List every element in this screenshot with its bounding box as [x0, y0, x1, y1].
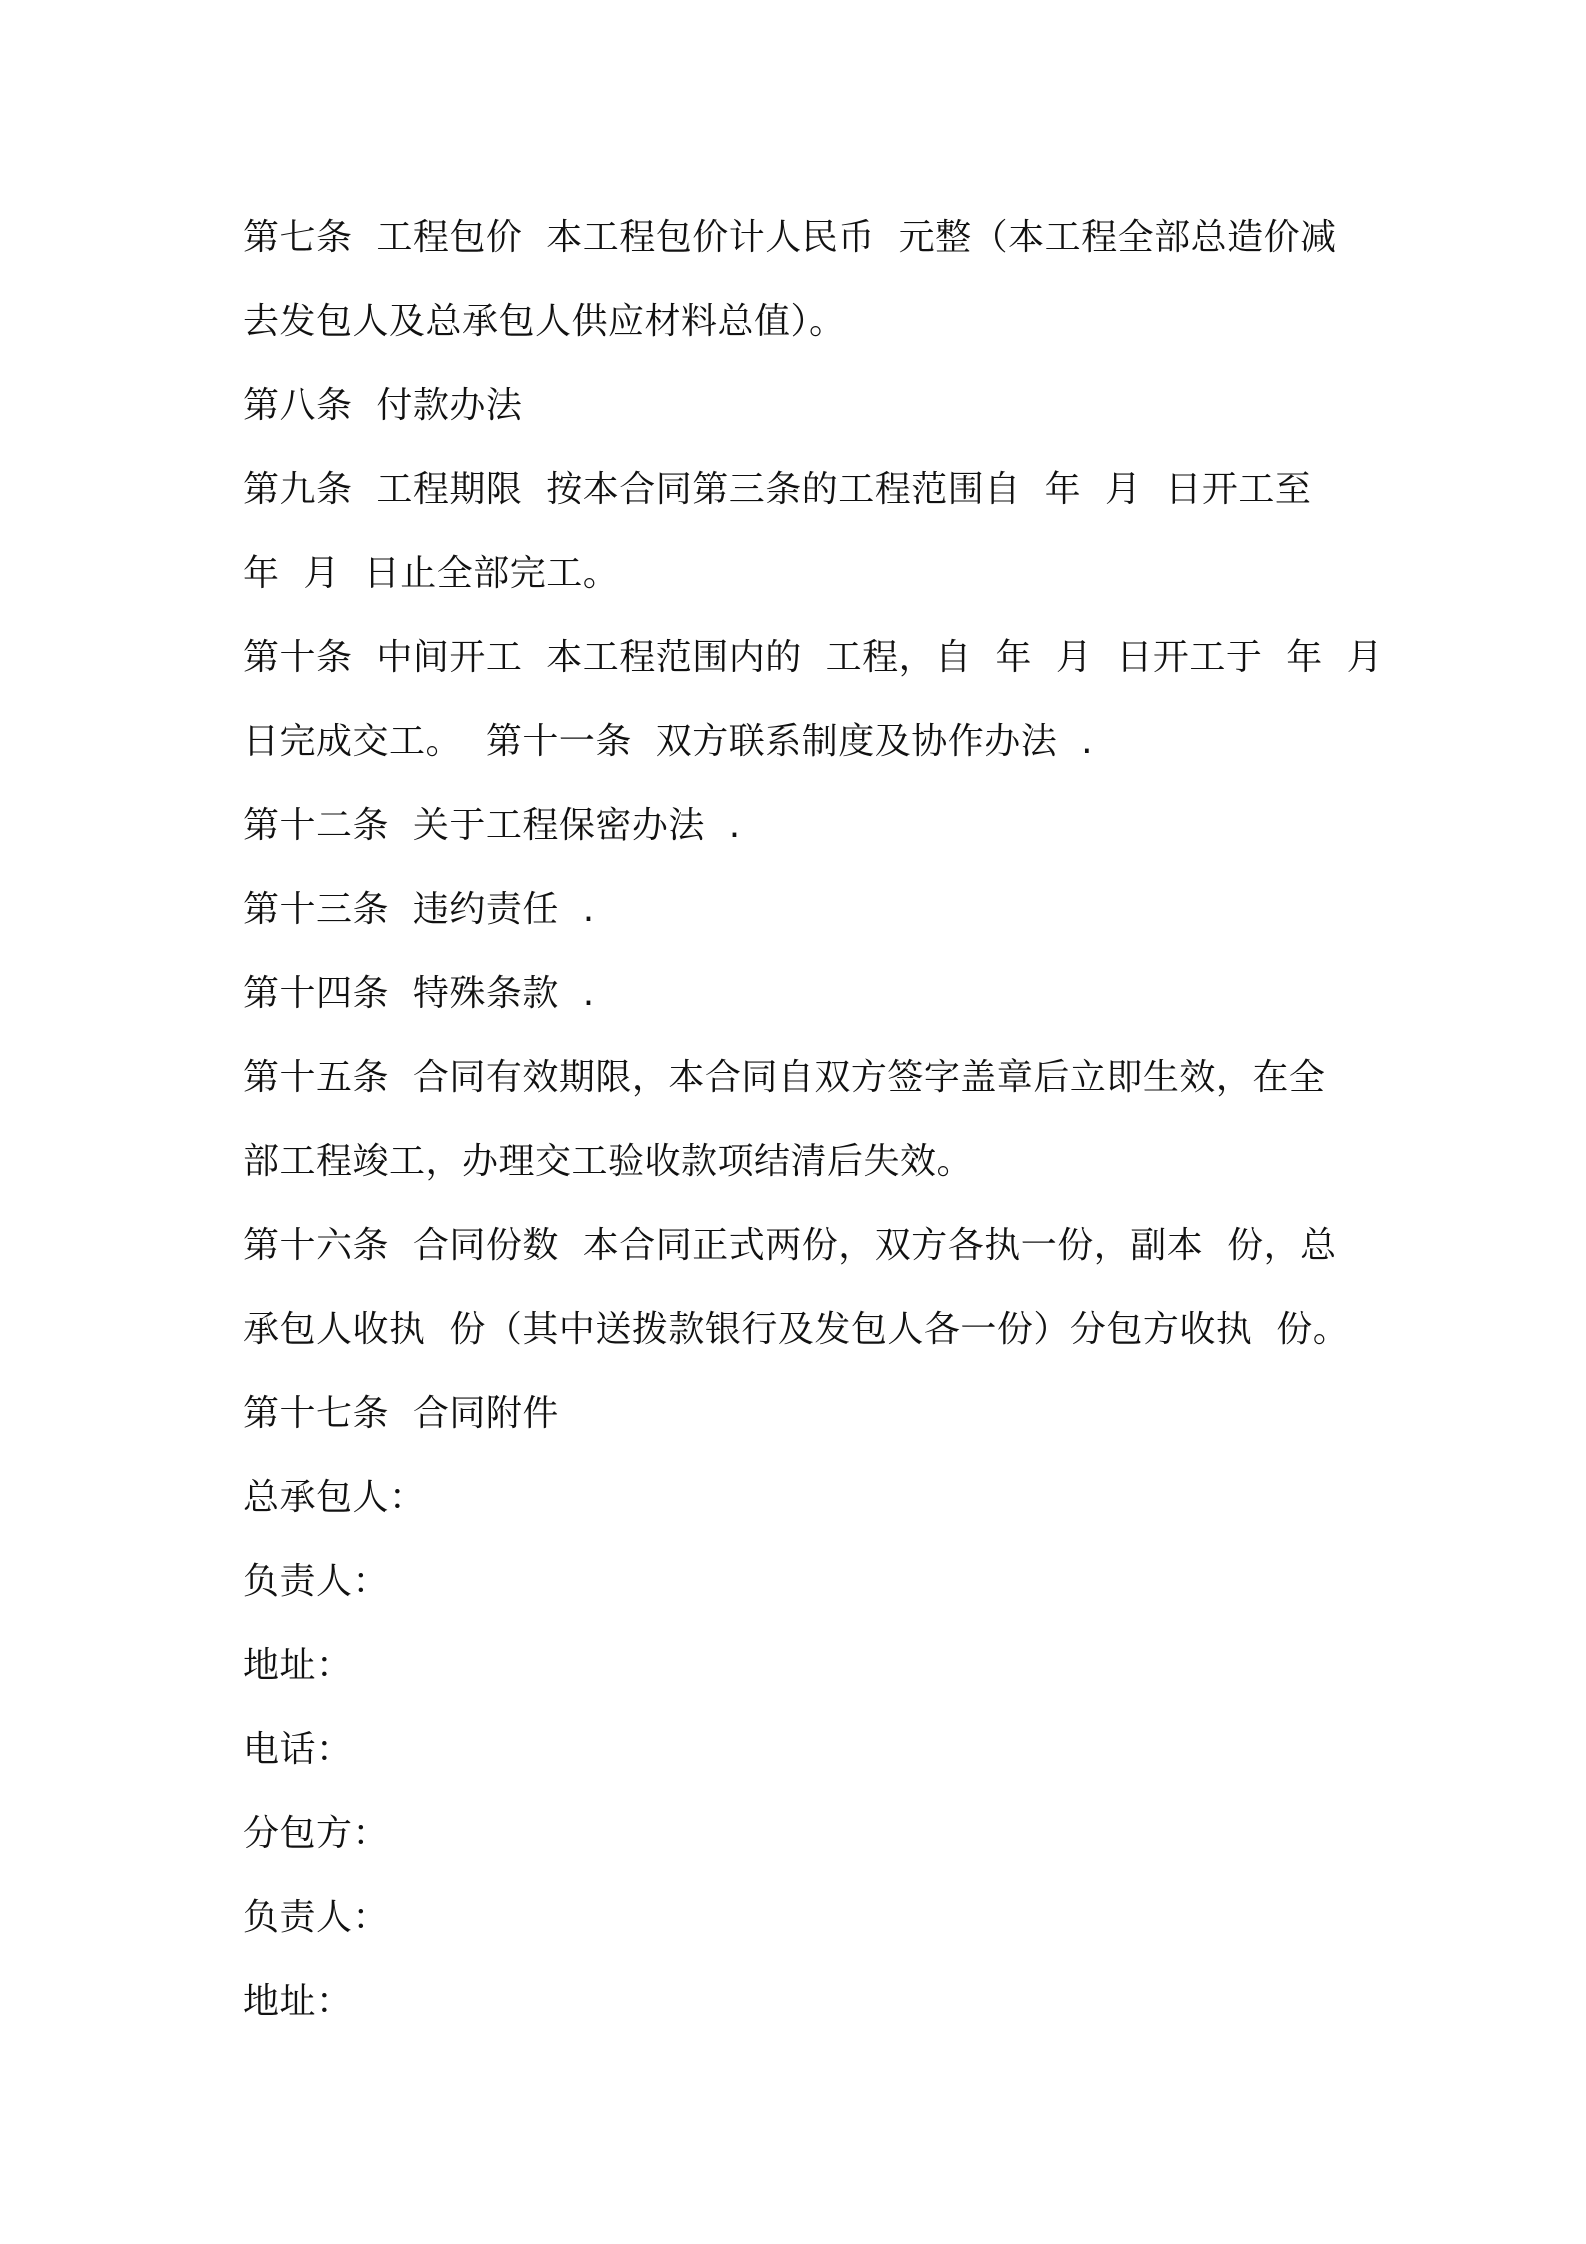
clause-7-line-2: 去发包人及总承包人供应材料总值）。: [243, 301, 846, 342]
clause-16-line-1: 第十六条 合同份数 本合同正式两份，双方各执一份，副本 份，总: [243, 1225, 1337, 1266]
clause-9-line-1: 第九条 工程期限 按本合同第三条的工程范围自 年 月 日开工至: [243, 469, 1312, 510]
subcontractor-address-label: 地址：: [243, 1981, 353, 2022]
clause-15-line-2: 部工程竣工，办理交工验收款项结清后失效。: [243, 1141, 974, 1182]
clause-9-line-2: 年 月 日止全部完工。: [243, 553, 620, 594]
clause-8: 第八条 付款办法: [243, 385, 523, 426]
clause-12: 第十二条 关于工程保密办法 .: [243, 805, 741, 846]
contractor-phone-label: 电话：: [243, 1729, 353, 1770]
clause-14: 第十四条 特殊条款 .: [243, 973, 595, 1014]
subcontractor-label: 分包方：: [243, 1813, 390, 1854]
contractor-address-label: 地址：: [243, 1645, 353, 1686]
clause-7-line-1: 第七条 工程包价 本工程包价计人民币 元整（本工程全部总造价减: [243, 217, 1337, 258]
clause-17: 第十七条 合同附件: [243, 1393, 559, 1434]
clause-10-line-1: 第十条 中间开工 本工程范围内的 工程，自 年 月 日开工于 年 月: [243, 637, 1384, 678]
contractor-representative-label: 负责人：: [243, 1561, 390, 1602]
subcontractor-representative-label: 负责人：: [243, 1897, 390, 1938]
general-contractor-label: 总承包人：: [243, 1477, 426, 1518]
clause-10-11-line: 日完成交工。 第十一条 双方联系制度及协作办法 .: [243, 721, 1094, 762]
clause-15-line-1: 第十五条 合同有效期限，本合同自双方签字盖章后立即生效，在全: [243, 1057, 1326, 1098]
contract-text: [243, 196, 1384, 2044]
clause-13: 第十三条 违约责任 .: [243, 889, 595, 930]
clause-16-line-2: 承包人收执 份（其中送拨款银行及发包人各一份）分包方收执 份。: [243, 1309, 1350, 1350]
